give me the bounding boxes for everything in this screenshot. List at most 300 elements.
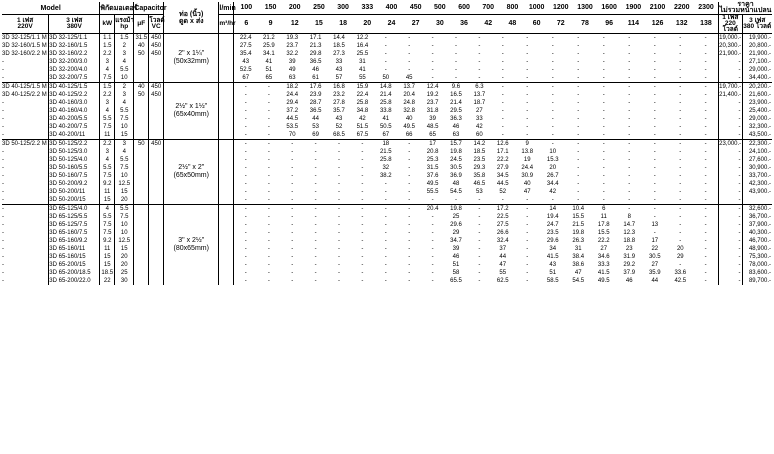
head-value-cell: -	[361, 238, 364, 244]
head-value-cell: 53	[312, 124, 319, 130]
hp-cell: 3	[115, 50, 134, 58]
head-value-cell: 10.4	[565, 205, 591, 214]
model-1phase-cell: -	[2, 205, 49, 214]
kw-cell: 11	[100, 131, 115, 140]
head-value-cell: -	[408, 222, 411, 228]
kw-cell: 1.5	[100, 83, 115, 92]
head-value-cell: -	[653, 75, 656, 81]
head-value-cell: -	[617, 34, 643, 43]
kw-cell: 4	[100, 205, 115, 214]
hp-cell: 15	[115, 131, 134, 140]
head-value-cell: 19.8	[572, 230, 585, 236]
head-value-cell: -	[679, 230, 682, 236]
head-value-cell: -	[314, 157, 317, 163]
hp-cell: 10	[115, 74, 134, 83]
kw-header: kW	[100, 15, 115, 34]
unit-spacer-cell	[219, 205, 234, 214]
head-value-cell: 26.7	[546, 173, 559, 179]
head-value-cell: 29.4	[286, 100, 299, 106]
kw-cell: 5.5	[100, 164, 115, 172]
table-row	[2, 205, 772, 214]
table-row	[2, 156, 772, 164]
head-value-cell: 12.2	[351, 34, 374, 43]
head-value-cell: -	[679, 165, 682, 171]
model-1phase-cell: -	[2, 66, 49, 74]
head-value-cell: 23.7	[426, 100, 439, 106]
head-value-cell: -	[244, 108, 247, 114]
table-row	[2, 83, 772, 92]
head-value-cell: -	[653, 197, 656, 203]
head-value-cell: -	[501, 51, 504, 57]
head-value-cell: -	[244, 149, 247, 155]
vc-cell	[149, 205, 164, 214]
hp-cell: 10	[115, 221, 134, 229]
head-value-cell: 29.6	[450, 222, 462, 228]
head-value-cell: -	[314, 230, 317, 236]
pipe-header: ท่อ (นิ้ว) ดูด x ส่ง	[164, 2, 219, 34]
head-value-cell: -	[526, 246, 529, 252]
model-3phase-cell: 3D 40-160/4.0	[49, 107, 100, 115]
head-value-cell: -	[693, 83, 719, 92]
table-row	[2, 245, 772, 253]
hp-cell: 20	[115, 261, 134, 269]
model-3phase-cell: 3D 65-125/4.0	[49, 205, 100, 214]
unit-spacer-cell	[219, 261, 234, 269]
price-3phase-cell: 36,700.-	[748, 214, 771, 220]
head-value-cell: 11	[600, 214, 607, 220]
unit-spacer-cell	[219, 50, 234, 58]
head-value-cell: -	[514, 83, 540, 92]
head-value-cell: 47	[499, 262, 507, 268]
head-value-cell: 65.5	[450, 278, 462, 284]
head-value-cell: 51	[452, 262, 460, 268]
head-value-cell: -	[338, 222, 341, 228]
head-value-cell: -	[267, 189, 270, 195]
head-value-cell: -	[679, 262, 682, 268]
head-value-cell: -	[384, 67, 387, 73]
model-1phase-cell: -	[2, 180, 49, 188]
head-value-cell: 48.5	[426, 124, 439, 130]
head-value-cell: -	[526, 59, 529, 65]
head-value-cell: -	[431, 230, 434, 236]
head-value-cell: 34	[549, 246, 557, 252]
vc-cell	[149, 58, 164, 66]
uf-cell	[134, 253, 149, 261]
head-value-cell: -	[679, 157, 682, 163]
pipe-size-cell: 2½" x 2" (65x50mm)	[164, 140, 219, 205]
unit-spacer-cell	[219, 253, 234, 261]
table-row	[2, 277, 772, 285]
head-value-cell: 25.8	[356, 100, 369, 106]
unit-spacer-cell	[219, 115, 234, 123]
head-value-cell: -	[267, 116, 270, 122]
vc-cell	[149, 277, 164, 285]
head-value-cell: 49.5	[597, 278, 610, 284]
price-1phase-cell: 23,000.-	[719, 141, 742, 147]
model-3phase-cell: 3D 65-160/7.5	[49, 229, 100, 237]
head-value-cell: -	[653, 92, 656, 98]
head-value-cell: -	[244, 100, 247, 106]
model-3phase-cell: 3D 50-200/11	[49, 188, 100, 196]
head-value-cell: -	[314, 246, 317, 252]
head-value-cell: -	[431, 270, 434, 276]
head-value-cell: -	[408, 59, 411, 65]
price-3phase-cell: 30,900.-	[748, 165, 771, 171]
kw-cell: 7.5	[100, 229, 115, 237]
head-value-cell: 41	[265, 59, 273, 65]
uf-cell: 50	[134, 50, 149, 58]
head-value-cell: -	[679, 181, 682, 187]
head-value-cell: -	[327, 205, 350, 214]
head-value-cell: 40	[405, 116, 413, 122]
price-3phase-cell: 20,800.-	[748, 43, 771, 49]
head-value-cell: 38.6	[572, 262, 585, 268]
head-value-cell: 17.1	[496, 149, 509, 155]
head-value-cell: 41.5	[546, 254, 559, 260]
head-value-cell: -	[642, 205, 668, 214]
head-value-cell: 25.5	[356, 51, 369, 57]
head-value-cell: 42	[476, 124, 483, 130]
head-value-cell: -	[431, 278, 434, 284]
head-value-cell: 54.5	[450, 189, 462, 195]
head-value-cell: 20.8	[426, 149, 439, 155]
price1-header: 1 เฟส 220 โวลต์	[719, 15, 742, 34]
uf-cell	[134, 196, 149, 205]
flow-m3hr-cell: 6	[244, 20, 249, 27]
head-value-cell: 24.4	[521, 165, 534, 171]
head-value-cell: -	[478, 59, 481, 65]
head-value-cell: -	[478, 262, 481, 268]
head-value-cell: 23.9	[309, 92, 322, 98]
head-value-cell: 21.5	[379, 149, 392, 155]
head-value-cell: -	[361, 197, 364, 203]
head-value-cell: 35.4	[239, 51, 252, 57]
head-value-cell: -	[384, 189, 387, 195]
head-value-cell: 27	[476, 108, 483, 114]
head-value-cell: 38.4	[572, 254, 585, 260]
flow-m3hr-header-row	[234, 15, 719, 34]
head-value-cell: -	[384, 254, 387, 260]
kw-cell: 7.5	[100, 123, 115, 131]
head-value-cell: -	[526, 262, 529, 268]
head-value-cell: -	[514, 34, 540, 43]
unit-spacer-cell	[219, 123, 234, 131]
hp-cell: 5.5	[115, 107, 134, 115]
head-value-cell: 47	[574, 270, 582, 276]
vc-cell	[149, 245, 164, 253]
head-value-cell: -	[454, 197, 457, 203]
vc-cell: 450	[149, 42, 164, 50]
head-value-cell: 31.8	[426, 108, 439, 114]
head-value-cell: -	[244, 214, 247, 220]
head-value-cell: 52	[335, 124, 343, 130]
head-value-cell: 22.4	[356, 92, 369, 98]
head-value-cell: 15.5	[597, 230, 610, 236]
head-value-cell: -	[679, 189, 682, 195]
head-value-cell: 34.4	[546, 181, 559, 187]
head-value-cell: -	[577, 157, 580, 163]
head-value-cell: -	[526, 254, 529, 260]
head-value-cell: -	[351, 205, 374, 214]
head-value-cell: -	[501, 197, 504, 203]
hp-cell: 20	[115, 196, 134, 205]
head-value-cell: -	[628, 67, 631, 73]
head-value-cell: 14.2	[468, 140, 491, 149]
flow-m3hr-cell: 42	[484, 20, 493, 27]
head-value-cell: 12.3	[623, 230, 636, 236]
head-value-cell: -	[361, 189, 364, 195]
unit-spacer-cell	[219, 107, 234, 115]
head-value-cell: -	[704, 254, 707, 260]
unit-spacer-cell	[219, 213, 234, 221]
head-value-cell: 23	[625, 246, 633, 252]
model-3phase-cell: 3D 65-160/9.2	[49, 237, 100, 245]
head-value-cell: 15.5	[572, 214, 585, 220]
head-value-cell: 31.9	[623, 254, 636, 260]
head-value-cell: 44.5	[496, 181, 509, 187]
head-value-cell: 19.2	[426, 92, 439, 98]
head-value-cell: 55	[499, 270, 507, 276]
head-value-cell: -	[526, 132, 529, 138]
head-value-cell: -	[234, 140, 257, 149]
head-value-cell: -	[338, 230, 341, 236]
head-value-cell: 18.2	[281, 83, 304, 92]
vc-cell: 450	[149, 91, 164, 99]
head-value-cell: 32.4	[496, 238, 509, 244]
head-value-cell: -	[704, 230, 707, 236]
head-value-cell: 50	[382, 75, 390, 81]
head-value-cell: -	[577, 189, 580, 195]
head-value-cell: -	[244, 189, 247, 195]
model-1phase-cell: -	[2, 213, 49, 221]
flow-m3hr-cell: 126	[651, 20, 664, 27]
head-value-cell: -	[501, 43, 504, 49]
uf-cell	[134, 188, 149, 196]
head-value-cell: 49.5	[403, 124, 416, 130]
vc-cell	[149, 196, 164, 205]
head-value-cell: -	[668, 205, 694, 214]
flow-m3hr-cell: 15	[315, 20, 323, 27]
flow-m3hr-cell: 48	[508, 20, 517, 27]
kw-cell: 1.5	[100, 42, 115, 50]
head-value-cell: -	[384, 246, 387, 252]
flow-lmin-cell: 1000	[528, 4, 545, 11]
head-value-cell: 33	[476, 116, 483, 122]
head-value-cell: -	[653, 108, 656, 114]
head-value-cell: -	[526, 230, 529, 236]
head-value-cell: -	[679, 124, 682, 130]
head-value-cell: -	[501, 59, 504, 65]
head-value-cell: -	[338, 173, 341, 179]
uf-cell	[134, 58, 149, 66]
head-value-cell: -	[602, 173, 605, 179]
head-value-cell: -	[526, 116, 529, 122]
model-3phase-cell: 3D 65-160/15	[49, 253, 100, 261]
head-value-cell: -	[267, 100, 270, 106]
head-value-cell: -	[704, 51, 707, 57]
head-value-cell: 39	[288, 59, 296, 65]
unit-spacer-cell	[219, 66, 234, 74]
head-value-cell: -	[628, 181, 631, 187]
head-value-cell: -	[653, 189, 656, 195]
head-value-cell: -	[577, 51, 580, 57]
hp-cell: 3	[115, 91, 134, 99]
head-value-cell: -	[577, 92, 580, 98]
vc-cell	[149, 115, 164, 123]
price-1phase-cell: -	[719, 115, 742, 123]
table-row	[2, 172, 772, 180]
model-1phase-cell: 3D 50-125/2.2 M	[2, 140, 49, 149]
price-3phase-cell: 19,900.-	[742, 34, 772, 43]
model-1phase-cell: -	[2, 245, 49, 253]
head-value-cell: 31.5	[426, 165, 439, 171]
unit-spacer-cell	[219, 245, 234, 253]
table-row	[2, 164, 772, 172]
head-value-cell: -	[291, 197, 294, 203]
price-3phase-cell: 32,600.-	[742, 205, 772, 214]
head-value-cell: -	[653, 157, 656, 163]
head-value-cell: -	[478, 197, 481, 203]
flow-lmin-header-row	[234, 2, 719, 15]
head-value-cell: -	[384, 230, 387, 236]
price-3phase-cell: 43,900.-	[748, 189, 771, 195]
head-value-cell: -	[628, 59, 631, 65]
price-1phase-cell: -	[719, 237, 742, 245]
vc-cell	[149, 131, 164, 140]
head-value-cell: -	[291, 181, 294, 187]
head-value-cell: 18.5	[333, 43, 345, 49]
head-value-cell: -	[501, 67, 504, 73]
head-value-cell: -	[454, 67, 457, 73]
head-value-cell: -	[314, 278, 317, 284]
head-value-cell: -	[704, 75, 707, 81]
head-value-cell: -	[281, 140, 304, 149]
head-value-cell: -	[234, 205, 257, 214]
head-value-cell: -	[628, 75, 631, 81]
head-value-cell: -	[244, 92, 247, 98]
pipe-size-cell: 2½" x 1½" (65x40mm)	[164, 83, 219, 140]
head-value-cell: 15.9	[351, 83, 374, 92]
head-value-cell: -	[478, 230, 481, 236]
model-1phase-cell: -	[2, 115, 49, 123]
head-value-cell: -	[501, 75, 504, 81]
model-1phase-cell: -	[2, 164, 49, 172]
table-row	[2, 66, 772, 74]
model-1phase-cell: -	[2, 237, 49, 245]
flow-lmin-cell: 100	[240, 4, 253, 11]
price-1phase-cell: -	[719, 221, 742, 229]
head-value-cell: -	[653, 230, 656, 236]
kw-cell: 15	[100, 253, 115, 261]
model-1phase-cell: -	[2, 196, 49, 205]
price-3phase-cell: 46,700.-	[748, 238, 771, 244]
head-value-cell: -	[291, 238, 294, 244]
kw-cell: 11	[100, 245, 115, 253]
head-value-cell: 20	[676, 246, 684, 252]
head-value-cell: 58.5	[546, 278, 559, 284]
head-value-cell: -	[642, 140, 668, 149]
head-value-cell: -	[314, 254, 317, 260]
head-value-cell: -	[501, 116, 504, 122]
head-value-cell: -	[468, 34, 491, 43]
head-value-cell: 30.5	[648, 254, 661, 260]
model-3phase-cell: 3D 65-200/18.5	[49, 269, 100, 277]
head-value-cell: -	[431, 67, 434, 73]
model-1phase-cell: 3D 32-160/1.5 M	[2, 42, 49, 50]
flow-m3hr-cell: 114	[627, 20, 639, 27]
head-value-cell: -	[679, 59, 682, 65]
head-value-cell: 63	[288, 75, 296, 81]
head-value-cell: -	[267, 238, 270, 244]
table-row	[2, 269, 772, 277]
pipe-size-cell: 3" x 2½" (80x65mm)	[164, 205, 219, 286]
motor-header: พิกัดมอเตอร์	[100, 2, 134, 15]
head-value-cell: -	[653, 124, 656, 130]
flow-lmin-cell: 2100	[649, 4, 666, 11]
head-value-cell: -	[653, 149, 656, 155]
flow-m3hr-cell: 78	[581, 20, 589, 27]
head-value-cell: -	[361, 214, 364, 220]
table-row	[2, 91, 772, 99]
price-3phase-cell: 40,300.-	[748, 230, 771, 236]
head-value-cell: -	[408, 270, 411, 276]
head-value-cell: 44	[499, 254, 507, 260]
head-value-cell: -	[668, 34, 694, 43]
unit-spacer-cell	[219, 164, 234, 172]
table-row	[2, 213, 772, 221]
price-1phase-cell: -	[719, 205, 742, 214]
head-value-cell: -	[704, 149, 707, 155]
head-value-cell: -	[602, 157, 605, 163]
head-value-cell: -	[408, 43, 411, 49]
table-row	[2, 107, 772, 115]
table-row	[2, 237, 772, 245]
unit-spacer-cell	[219, 277, 234, 285]
model-3phase-cell: 3D 40-200/7.5	[49, 123, 100, 131]
head-value-cell: 9	[514, 140, 540, 149]
head-value-cell: 22	[651, 246, 659, 252]
head-value-cell: 35.7	[333, 108, 345, 114]
model-1phase-cell: -	[2, 99, 49, 107]
head-value-cell: -	[408, 246, 411, 252]
head-value-cell: -	[267, 262, 270, 268]
head-value-cell: 34.8	[356, 108, 369, 114]
head-value-cell: -	[267, 230, 270, 236]
vc-cell	[149, 213, 164, 221]
flow-lmin-cell: 400	[385, 4, 398, 11]
model-1phase-cell: -	[2, 107, 49, 115]
price-3phase-cell: 34,400.-	[748, 75, 771, 81]
head-value-cell: -	[267, 132, 270, 138]
vc-cell	[149, 148, 164, 156]
head-value-cell: -	[314, 173, 317, 179]
head-value-cell: -	[526, 124, 529, 130]
flow-m3hr-cell: 20	[363, 20, 372, 27]
price-3phase-cell: 78,000.-	[748, 262, 771, 268]
model-3phase-cell: 3D 32-200/7.5	[49, 74, 100, 83]
head-value-cell: 42.5	[674, 278, 687, 284]
head-value-cell: -	[704, 197, 707, 203]
head-value-cell: 49	[288, 67, 296, 73]
head-value-cell: 25.8	[379, 157, 392, 163]
head-value-cell: -	[526, 51, 529, 57]
head-value-cell: -	[565, 140, 591, 149]
vc-cell	[149, 99, 164, 107]
head-value-cell: -	[628, 92, 631, 98]
head-value-cell: -	[565, 34, 591, 43]
uf-header: μF	[134, 15, 149, 34]
head-value-cell: -	[526, 270, 529, 276]
